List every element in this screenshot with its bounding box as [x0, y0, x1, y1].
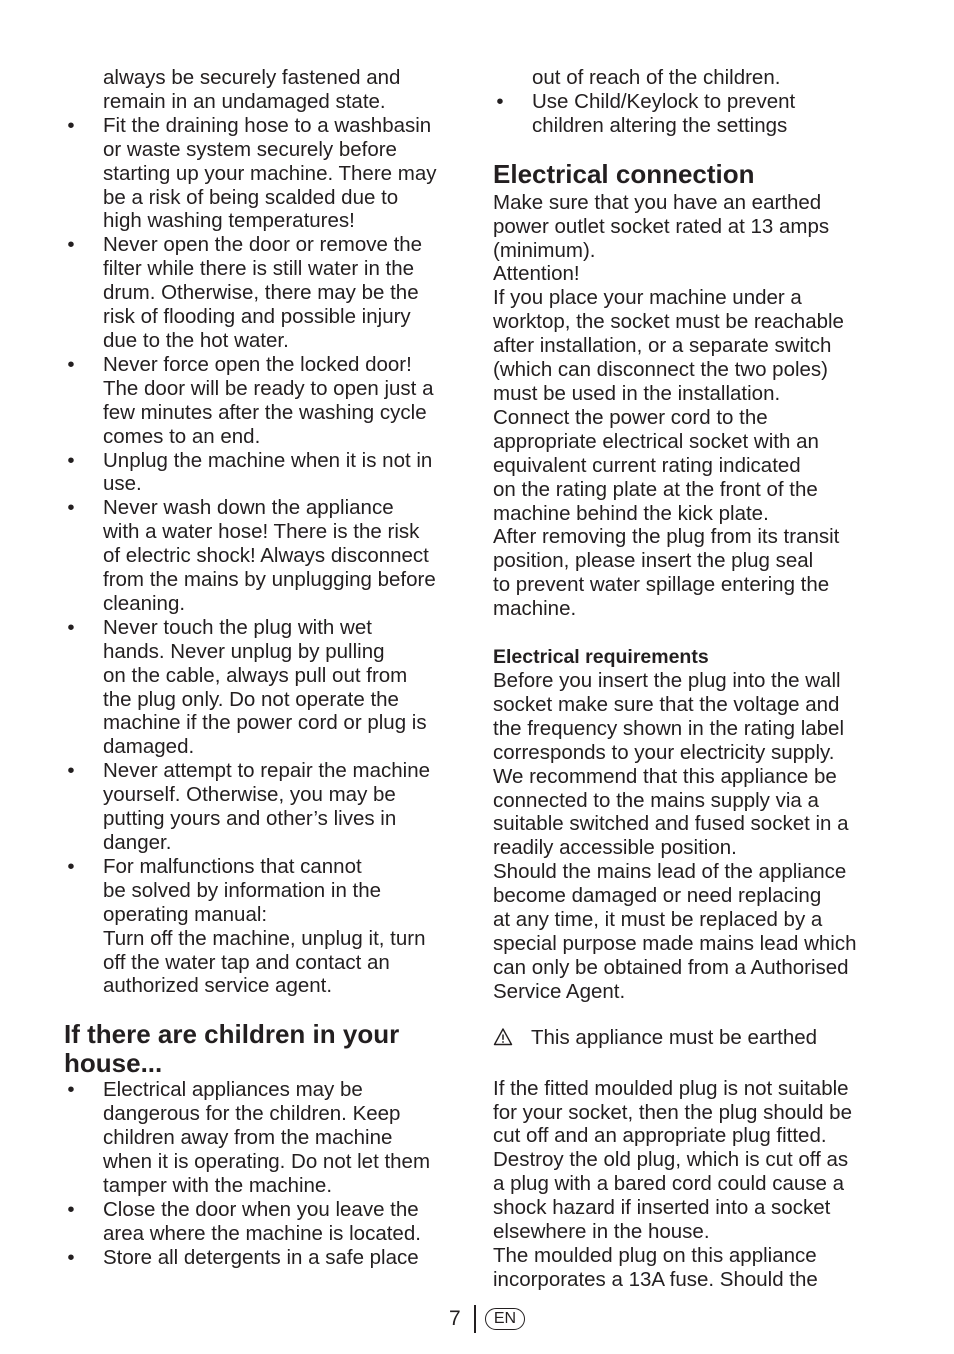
earthed-warning-text: This appliance must be earthed: [531, 1025, 818, 1049]
electrical-requirements-heading: Electrical requirements: [493, 646, 709, 669]
electrical-requirements-text: Before you insert the plug into the wall socket make sure that the voltage and the frequency shown in the rating label corresponds to your electricity supply. We recommend that this appliance be connected to the mains supply via a suitable switched and fused socket in a readily accessible position. Should the mains lead of the appliance become damaged or need replacing at any time, it must be replaced by a special purpose made mains lead which can only be obtained from a Authorised Service Agent.: [493, 669, 857, 1003]
bullet-icon: •: [67, 854, 75, 878]
bullet-icon: •: [67, 1245, 75, 1269]
page-number: 7: [449, 1307, 461, 1330]
children-bullet-list-continued: [493, 90, 893, 138]
bullet-icon: •: [67, 496, 75, 520]
bullet-icon: •: [67, 615, 75, 639]
electrical-connection-text: Make sure that you have an earthed power outlet socket rated at 13 amps (minimum). Attention! If you place your machine under a worktop, the socket must be reachable after installation, or a separate switch (which can disconnect the two poles) must be used in the installation. Connect the power cord to the appropriate electrical socket with an equivalent current rating indicated on the rating plate at the front of the machine behind the kick plate. After removing the plug from its transit position, please insert the plug seal to prevent water spillage entering the machine.: [493, 190, 844, 621]
warning-triangle-icon: [493, 1026, 531, 1053]
list-item: • Never open the door or remove the filter while there is still water in the drum. Otherwise, there may be the risk of flooding and possible injury due to the hot water.: [64, 233, 474, 353]
list-item: • Electrical appliances may be dangerous for the children. Keep children away from the machine when it is operating. Do not let them tamper with the machine.: [64, 1078, 474, 1198]
footer-divider: [474, 1305, 476, 1333]
list-item: • Never attempt to repair the machine yourself. Otherwise, you may be putting yours and other’s lives in danger.: [64, 759, 474, 855]
language-badge: EN: [485, 1308, 525, 1330]
list-item: • Unplug the machine when it is not in use.: [64, 449, 474, 497]
children-bullet-list: [64, 1078, 474, 1269]
page-footer: [0, 1305, 954, 1335]
left-column: [64, 66, 474, 1270]
list-item: • Never wash down the appliance with a water hose! There is the risk of electric shock! Always disconnect from the mains by unplugging before cleaning.: [64, 496, 474, 616]
bullet-icon: •: [67, 1078, 75, 1102]
bullet-icon: •: [496, 89, 504, 113]
bullet-icon: •: [67, 352, 75, 376]
left-intro-text: always be securely fastened and remain in an undamaged state.: [103, 66, 401, 113]
list-item: • Fit the draining hose to a washbasin or waste system securely before starting up your machine. There may be a risk of being scalded due to high washing temperatures!: [64, 114, 474, 234]
right-column: [493, 66, 893, 1292]
list-item: • Close the door when you leave the area where the machine is located.: [64, 1198, 474, 1246]
moulded-plug-text: If the fitted moulded plug is not suitable for your socket, then the plug should be cut off and an appropriate plug fitted. Destroy the old plug, which is cut off as a plug with a bared cord could cause a shock hazard if inserted into a socket elsewhere in the house. The moulded plug on this appliance incorporates a 13A fuse. Should the: [493, 1076, 852, 1291]
safety-bullet-list: [64, 114, 474, 999]
bullet-icon: •: [67, 233, 75, 257]
earthed-warning: [493, 1026, 893, 1053]
list-item: • For malfunctions that cannot be solved by information in the operating manual: Turn off the machine, unplug it, turn off the water tap and contact an authorized service agent.: [64, 855, 474, 998]
list-item: • Store all detergents in a safe place: [64, 1246, 474, 1270]
bullet-icon: •: [67, 1197, 75, 1221]
electrical-connection-heading: Electrical connection: [493, 158, 755, 189]
bullet-icon: •: [67, 759, 75, 783]
right-intro-text: out of reach of the children.: [532, 66, 781, 89]
list-item: • Never touch the plug with wet hands. Never unplug by pulling on the cable, always pull out from the plug only. Do not operate the machine if the power cord or plug is damaged.: [64, 616, 474, 759]
list-item: • Never force open the locked door! The door will be ready to open just a few minutes after the washing cycle comes to an end.: [64, 353, 474, 449]
children-section-heading: If there are children in your house...: [64, 1019, 400, 1079]
bullet-icon: •: [67, 113, 75, 137]
bullet-icon: •: [67, 448, 75, 472]
list-item: • Use Child/Keylock to prevent children altering the settings: [493, 90, 893, 138]
